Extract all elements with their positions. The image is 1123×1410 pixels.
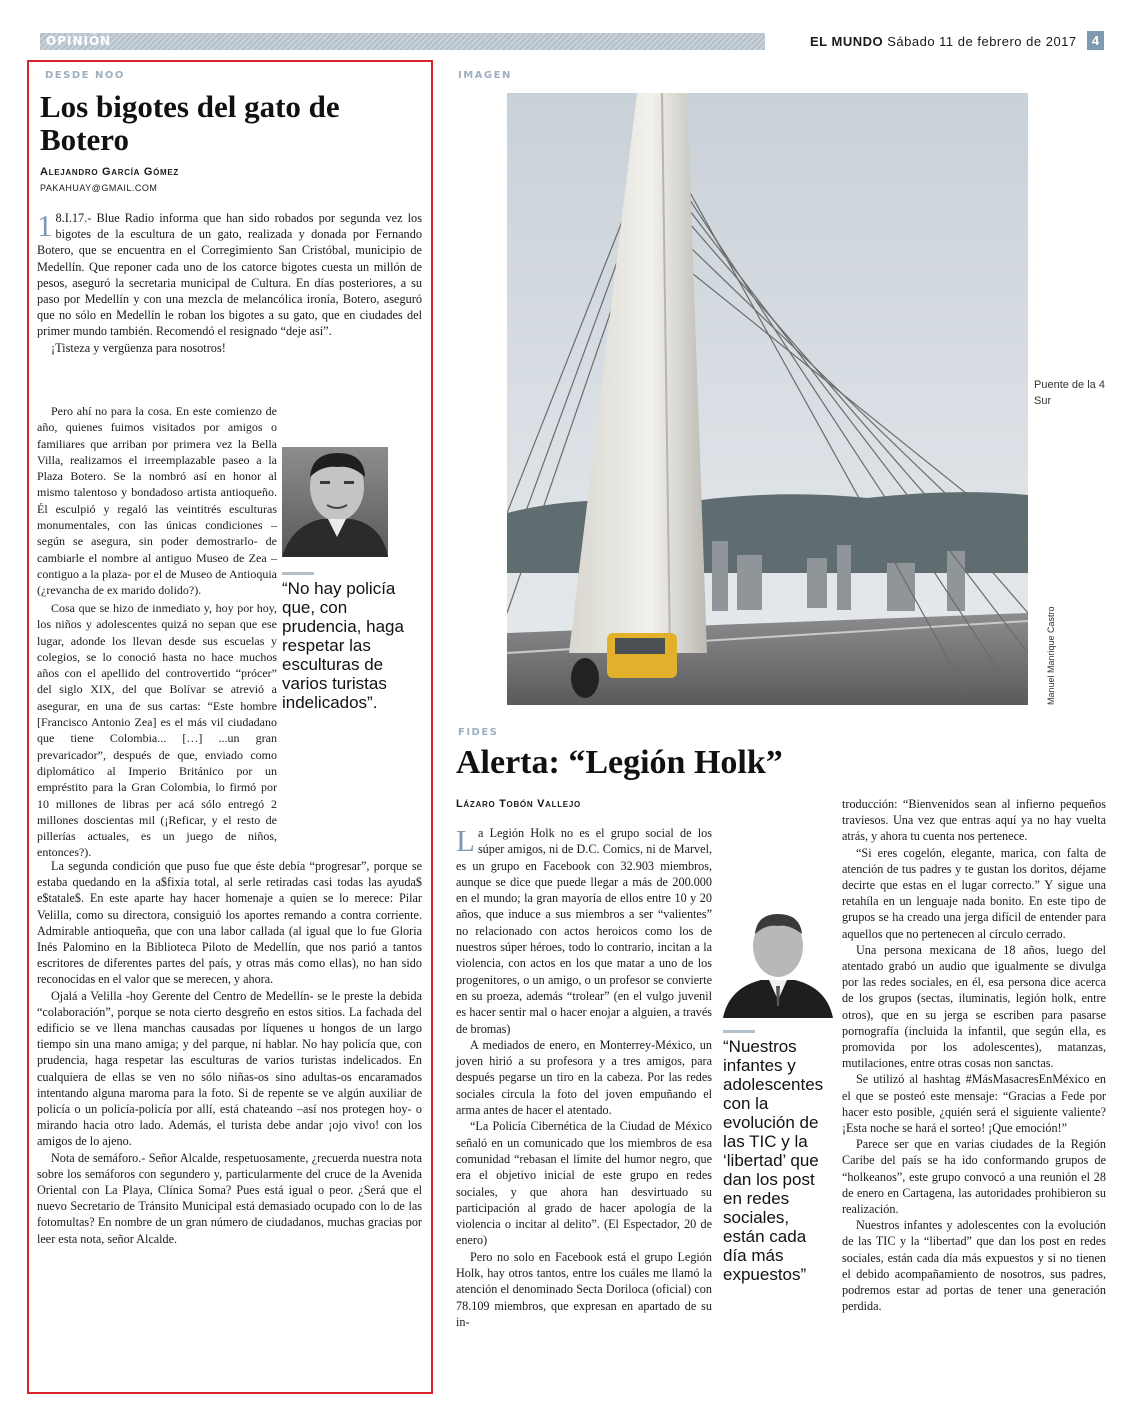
right-column-1	[456, 825, 712, 1330]
photo-caption: Puente de la 4 Sur	[1034, 379, 1105, 407]
paragraph: Parece ser que en varias ciudades de la Región Caribe del país se ha ido conformando grupos de “holkeanos”, este grupo convocó a una reunión el 28 de enero en Cartagena, las autoridades prohibieron su realización.	[842, 1137, 1106, 1217]
author-name-right: Lázaro Tobón Vallejo	[456, 798, 581, 810]
paragraph: Cosa que se hizo de inmediato y, hoy por hoy, los niños y adolescentes quizá no sepan que ese lugar, adonde los llevan desde sus escuelas y colegios, se lo conoció hasta no hace muchos años con el apellido del controvertido “prócer” del siglo XIX, del que Bolívar se atrevió a asegurar, en una de sus cartas: “Este hombre [Francisco Antonio Zea] es el más vil ciudadano que tiene Colombia... […] ...un gran prevaricador”, después de que, enviado como diplomático al Imperio Británico por un empréstito para la Gran Colombia, lo firmó por 10 millones de libras per acá sólo entregó 2 millones doscientas mil (¡Reficar, y el resto de pillerías actuales, es un juego de niños, entonces?).	[37, 601, 277, 860]
publication-date: Sábado 11 de febrero de 2017	[887, 34, 1077, 49]
quote-rule	[282, 572, 314, 575]
column-kicker: DESDE NOO	[45, 70, 125, 81]
paragraph: Nuestros infantes y adolescentes con la evolución de las TIC y la “libertad” que dan los post en redes sociales, están cada día más expuestos y si no tienen el debido acompañamiento de nosotros, sus padres, podremos estar ad portas de tener una generación perdida.	[842, 1218, 1106, 1314]
paragraph: Nota de semáforo.- Señor Alcalde, respetuosamente, ¿recuerda nuestra nota sobre los semáforos con segundero y, particularmente del cruce de la Avenida Oriental con La Playa, Clínica Soma? Pues está igual o peor. ¿Será que el nuevo Secretario de Tránsito Municipal está demasiado ocupado con lo de las fotomultas? En nombre de un gran número de ciudadanos, muchas gracias por leer esta nota, señor Alcalde.	[37, 1150, 422, 1246]
author-name: Alejandro García Gómez	[40, 166, 180, 178]
drop-cap: 1	[37, 208, 53, 243]
column-kicker-right: FIDES	[458, 727, 499, 738]
author-portrait	[282, 447, 388, 557]
paragraph: troducción: “Bienvenidos sean al infierno pequeños traviesos. Una vez que entras aquí ya no hay vuelta atrás, y ahora tu cuenta nos pertenece.	[842, 797, 1106, 844]
paragraph: Ojalá a Velilla -hoy Gerente del Centro de Medellín- se le preste la debida “colaboración”, porque se nota cierto desgreño en estos sitios. La fachada del edificio se ve llena manchas causadas por líquenes u hongos de un largo tiempo sin una mano amiga; y del parque, ni hablar. No hay policía que, con prudencia, haga respetar las esculturas de varios turistas indelicados. En cualquiera de ellas se ven no sólo niñas-os sino adultas-os encaramados intentando alguna maroma para la foto. Si de repente se ve algún auxiliar de policía o un policía-policía por allí, está chateando –así nos protegen hoy- o mirando hacia otro lado. Además, el turista debe andar ¡ojo vivo! con los amigos de lo ajeno.	[37, 988, 422, 1149]
article-title-right: Alerta: “Legión Holk”	[456, 744, 783, 781]
paragraph: La Legión Holk no es el grupo social de los súper amigos, ni de D.C. Comics, ni de Marvel, es un grupo en Facebook con 32.903 miembros, aunque se dice que puede llegar a más de 200.000 en el mundo; la gran mayoría de ellos entre 10 y 20 años, que induce a sus miembros a ser “valientes” no relacionado con actos heroicos como los de nuestros súper héroes, todo lo contrario, incitan a la violencia, con actos en los que matar a uno de los progenitores, o un amigo, o un profesor se convierte en su proeza, además “trolear” (en el vulgo juvenil es hacer sentir mal o hacer enojar a alguien, a través de bromas)	[456, 823, 712, 1036]
paragraph: Se utilizó al hashtag #MásMasacresEnMéxico en el que se posteó este mensaje: “Gracias a Fede por hacer esto posible, ¿quién será el siguiente valiente? ¡Esta noche se hará el sorteo! ¡Que emoción!”	[842, 1072, 1106, 1136]
author-photo-image	[282, 447, 388, 557]
quote-rule-right	[723, 1030, 755, 1033]
author-email: PAKAHUAY@GMAIL.COM	[40, 183, 158, 193]
section-label: OPINIÓN	[46, 34, 112, 48]
paragraph: 1 8.I.17.- Blue Radio informa que han sido robados por segunda vez los bigotes de la escultura de un gato, realizada y donada por Fernando Botero, que se encuentra en el Corregimiento San Cristóbal, municipio de Medellín. Que reponer cada uno de los catorce bigotes cuesta un millón de pesos, aseguró la secretaria municipal de Cultura. En días posteriores, a su paso por Medellín y con una mezcla de melancólica ironía, Botero, aseguró que no sólo en Medellín le roban los bigotes a su gato, que en ciudades del primer mundo también. Recomendó el resignado “deje así”.	[37, 208, 422, 339]
paragraph: Pero ahí no para la cosa. En este comienzo de año, quienes fuimos visitados por amigos o familiares que arriban por primera vez la Bella Villa, realizamos el irreemplazable paseo a la Plaza Botero. Se la nombró así en honor al mismo talentoso y bondadoso artista antioqueño. Él esculpió y regaló las veintitrés esculturas monumentales, con las únicas condiciones –según se asegura, sin poder demostrarlo- de cambiarle el nombre al antiguo Museo de Zea –contiguo a la plaza- por el de Museo de Antioquia (¿revancha de ex marido dolido?).	[37, 404, 277, 598]
article-body-narrow	[37, 403, 277, 599]
paragraph: Una persona mexicana de 18 años, luego del atentado grabó un audio que igualmente se divulga por las redes sociales, en él, esa persona dice acerca de los grupos (sectas, iluminatis, legión holk, entre otros), que en su jerga se escriben para pasarse pornografía (incluida la infantil, que según ella, es promovida por los adolescentes), matanzas, mutilaciones, entre otras cosas non sanctas.	[842, 942, 1106, 1071]
paragraph: Pero no solo en Facebook está el grupo Legión Holk, hay otros tantos, entre los cuáles me llamó la atención el denominado Secta Doriloca (oficial) con 78.109 miembros, que expresan en apartado de su in-	[456, 1249, 712, 1329]
bridge-photo-image	[507, 93, 1028, 705]
right-column-3	[842, 796, 1106, 1315]
paragraph: La segunda condición que puso fue que éste debía “progresar”, porque se estaba quedando en la a$fixia total, al serle retiradas casi todas las ayuda$ e$tatale$. En este aparte hay hacer homenaje a quien se lo merece: Pilar Velilla, como su directora, consiguió los aportes remando a contra corriente. Admirable antioqueña, que con una labor callada (al igual que lo fue Gloria Inés Palomino en la Biblioteca Piloto de Medellín, que nos parió a tantos escritores de diferentes partes del país, y otras más como ellas), no han sido reconocidas en el valor que se merecen, y ahora.	[37, 859, 422, 987]
article-body-narrow-2	[37, 600, 277, 861]
paragraph: “La Policía Cibernética de la Ciudad de México señaló en un comunicado que los miembros de esa comunidad “rebasan el límite del humor negro, que era el objetivo inicial de este grupo en redes sociales, y que ahora han desvirtuado su participación al grado de hacer apología de la violencia o incitar al delito”. (El Espectador, 20 de enero)	[456, 1119, 712, 1248]
page-number: 4	[1087, 31, 1104, 50]
article-title: Los bigotes del gato de Botero	[40, 89, 340, 157]
paragraph: ¡Tisteza y vergüenza para nosotros!	[51, 340, 226, 355]
drop-cap-right: L	[456, 823, 475, 858]
publication-name: EL MUNDO	[810, 34, 884, 49]
bridge-photo	[507, 93, 1028, 705]
image-kicker: IMAGEN	[458, 70, 512, 81]
author-photo-image-right	[723, 904, 833, 1018]
pull-quote-right: “Nuestros infantes y adolescentes con la evolución de las TIC y la ‘libertad’ que dan los post en redes sociales, están cada día más expuestos”	[723, 1030, 823, 1284]
publication-line	[810, 33, 1077, 50]
photo-credit: Manuel Manrique Castro	[1046, 606, 1056, 705]
paragraph: A mediados de enero, en Monterrey-México, un joven hirió a su profesora y a tres amigos, para después pegarse un tiro en la cabeza. Por las redes sociales circula la foto del joven empuñando el arma antes de hacer el atentado.	[456, 1037, 712, 1118]
article-body-top	[37, 210, 422, 356]
author-portrait-right	[723, 904, 833, 1018]
pull-quote: “No hay policía que, con prudencia, haga respetar las esculturas de varios turistas indelicados”.	[282, 572, 404, 712]
article-body-bottom	[37, 858, 422, 1247]
section-banner	[40, 33, 765, 50]
paragraph: “Si eres cogelón, elegante, marica, con falta de atención de tus padres y te gustan los doritos, déjame decirte que estas en el lugar correcto.” Y sigue una retahíla en un lenguaje nada bonito. En este tipo de grupos se ha creado una jerga difícil de entender para aquellos que no pertenecen al círculo cerrado.	[842, 845, 1106, 941]
